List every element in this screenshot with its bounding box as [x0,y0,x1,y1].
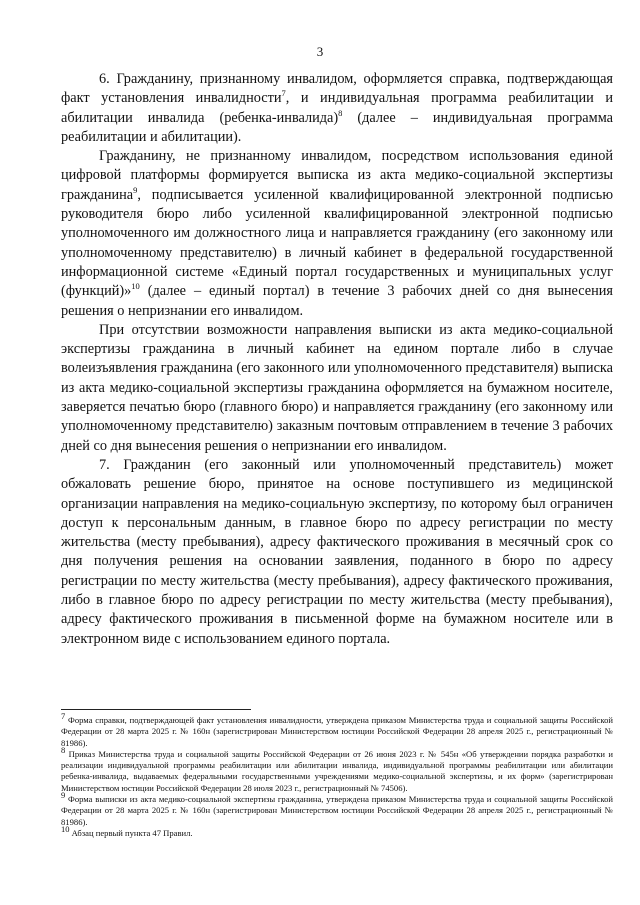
paragraph-text: (далее – единый портал) в течение 3 рабочих дней со дня вынесения решения о непризнании его инвалидом. [61,283,613,319]
page-number: 3 [316,44,324,59]
footnote-9 [61,790,613,828]
paragraph-text: , и индивидуальная программа реабилитации и абилитации инвалида (ребенка-инвалида) [61,90,613,126]
footnotes [61,711,613,839]
paragraph-paper-extract [61,321,613,456]
footnote-10 [61,824,613,839]
paragraph-text: , подписывается усиленной квалифицированной электронной подписью руководителя бюро либо усиленной квалифицированной электронной подписью уполномоченного им должностного лица и направляется гражданину (его законному или уполномоченному представителю) в личный кабинет в федеральной государственной информационной системе «Единый портал государственных и муниципальных услуг (функций)» [61,186,613,300]
footnote-7 [61,711,613,749]
footnote-ref-8: 8 [338,107,343,118]
footnote-text: Абзац первый пункта 47 Правил. [69,827,193,838]
paragraph-text: (далее – индивидуальная программа реабилитации и абилитации). [61,109,613,145]
paragraph-text: 6. Гражданину, признанному инвалидом, оформляется справка, подтверждающая факт установления инвалидности [61,71,613,107]
footnote-text: Форма выписки из акта медико-социальной экспертизы гражданина, утверждена приказом Министерства труда и социальной защиты Российской Федерации от 28 марта 2025 г. № 160н (зарегистрирован Министерством юстиции Российской Федерации 28 апреля 2025 г., регистрационный № 81986). [61,794,613,827]
paragraph-not-recognized [61,147,613,321]
document-body [61,70,613,649]
footnote-8 [61,745,613,794]
footnote-mark: 7 [61,711,66,722]
footnote-ref-7: 7 [281,88,286,99]
paragraph-6 [61,70,613,147]
paragraph-text: Гражданину, не признанному инвалидом, посредством использования единой цифровой платформы формируется выписка из акта медико-социальной экспертизы гражданина [61,148,613,203]
footnote-mark: 9 [61,790,66,801]
footnote-mark: 10 [61,824,70,835]
footnote-ref-10: 10 [131,281,140,292]
paragraph-text: При отсутствии возможности направления выписки из акта медико-социальной экспертизы гражданина в личный кабинет на едином портале либо в случае волеизъявления гражданина (его законного или уполномоченного представителя) выписка из акта медико-социальной экспертизы гражданина оформляется на бумажном носителе, заверяется печатью бюро (главного бюро) и направляется гражданину (его законному или уполномоченному представителю) заказным почтовым отправлением в течение 3 рабочих дней со дня вынесения решения о непризнании его инвалидом. [61,321,613,454]
paragraph-7 [61,456,613,649]
footnote-ref-9: 9 [133,185,138,196]
footnote-separator [61,709,251,710]
footnote-text: Приказ Министерства труда и социальной защиты Российской Федерации от 26 июня 2023 г. № 545н «Об утверждении порядка разработки и реализации индивидуальной программы реабилитации или абилитации инвалида, индивидуальной программы реабилитации или абилитации ребенка-инвалида, выдаваемых федеральными государственными учреждениями медико-социальной экспертизы, и их форм» (зарегистрирован Министерством юстиции Российской Федерации 28 июля 2023 г., регистрационный № 74506). [61,748,613,793]
footnote-mark: 8 [61,745,66,756]
paragraph-text: 7. Гражданин (его законный или уполномоченный представитель) может обжаловать решение бюро, принятое на основе поступившего из медицинской организации направления на медико-социальную экспертизу, по которому был ограничен доступ к персональным данным, в главное бюро по адресу регистрации по месту жительства (месту пребывания), адресу фактического проживания в месячный срок со дня получения решения на основании заявления, поданного в бюро по адресу регистрации по месту жительства (месту пребывания), адресу фактического проживания, либо в главное бюро по адресу регистрации по месту жительства (месту пребывания), адресу фактического проживания в письменной форме на бумажном носителе или в электронном виде с использованием единого портала. [61,456,613,647]
footnote-text: Форма справки, подтверждающей факт установления инвалидности, утверждена приказом Министерства труда и социальной защиты Российской Федерации от 28 марта 2025 г. № 160н (зарегистрирован Министерством юстиции Российской Федерации 28 апреля 2025 г., регистрационный № 81986). [61,715,613,748]
